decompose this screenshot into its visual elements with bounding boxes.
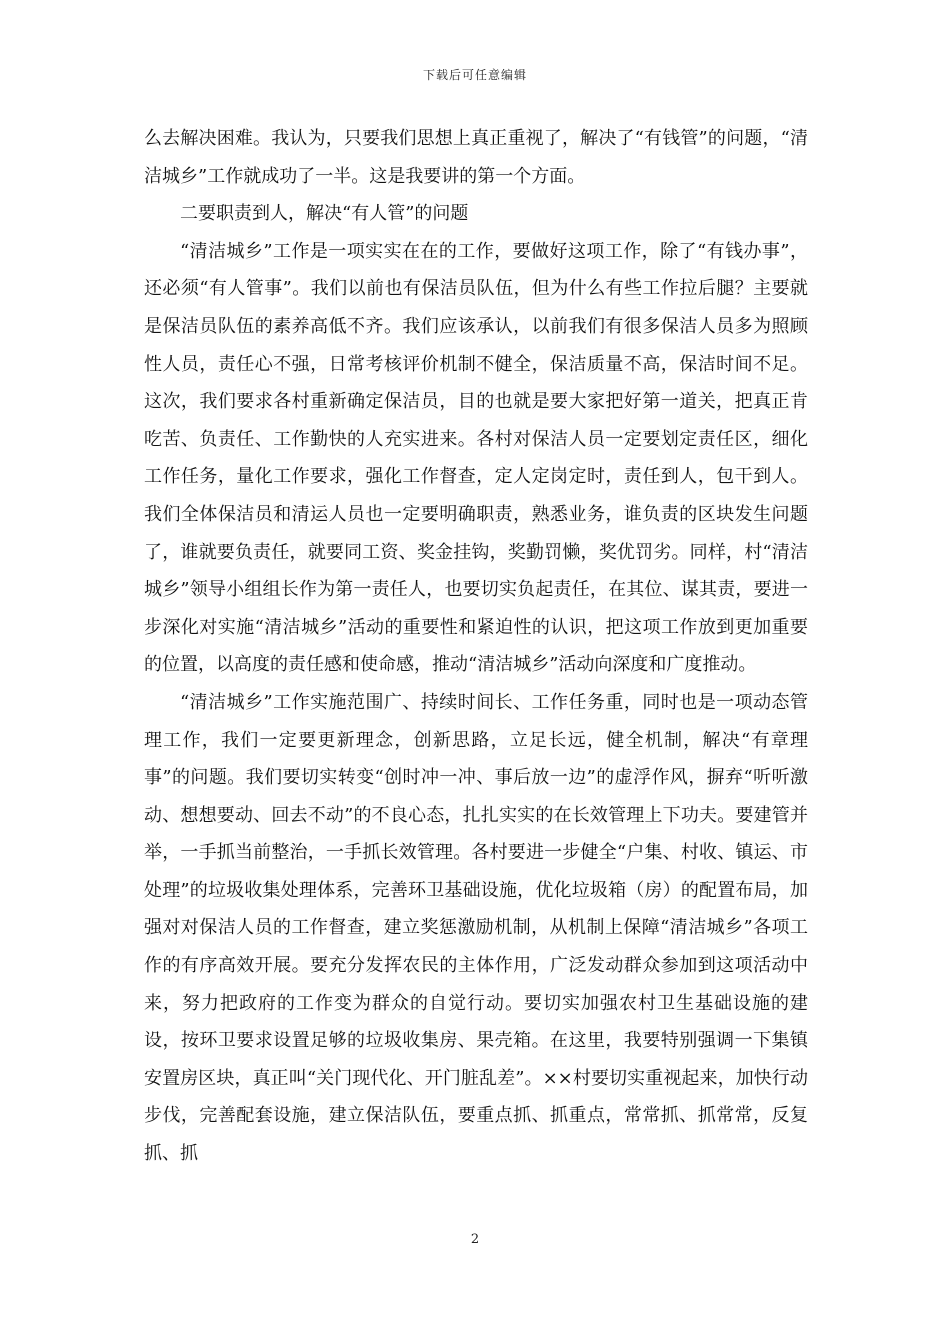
paragraph-responsibility: “清洁城乡”工作是一项实实在在的工作，要做好这项工作，除了“有钱办事”，还必须“有人管事”。我们以前也有保洁员队伍，但为什么有些工作拉后腿？主要就是保洁员队伍的素养高低不齐。我们应该承认，以前我们有很多保洁人员多为照顾性人员，责任心不强，日常考核评价机制不健全，保洁质量不高，保洁时间不足。这次，我们要求各村重新确定保洁员，目的也就是要大家把好第一道关，把真正肯吃苦、负责任、工作勤快的人充实进来。各村对保洁人员一定要划定责任区，细化工作任务，量化工作要求，强化工作督查，定人定岗定时，责任到人，包干到人。我们全体保洁员和清运人员也一定要明确职责，熟悉业务，谁负责的区块发生问题了，谁就要负责任，就要同工资、奖金挂钩，奖勤罚懒，奖优罚劣。同样，村“清洁城乡”领导小组组长作为第一责任人，也要切实负起责任，在其位、谋其责，要进一步深化对实施“清洁城乡”活动的重要性和紧迫性的认识，把这项工作放到更加重要的位置，以高度的责任感和使命感，推动“清洁城乡”活动向深度和广度推动。: [144, 240, 808, 676]
paragraph-continuation: 么去解决困难。我认为，只要我们思想上真正重视了，解决了“有钱管”的问题，“清洁城乡”工作就成功了一半。这是我要讲的第一个方面。: [144, 128, 808, 187]
section-heading: 二要职责到人，解决“有人管”的问题: [180, 203, 469, 225]
page-number: 2: [470, 1232, 480, 1247]
paragraph-mechanism: “清洁城乡”工作实施范围广、持续时间长、工作任务重，同时也是一项动态管理工作，我们一定要更新理念，创新思路，立足长远，健全机制，解决“有章理事”的问题。我们要切实转变“创时冲一冲、事后放一边”的虚浮作风，摒弃“听听激动、想想要动、回去不动”的不良心态，扎扎实实的在长效管理上下功夫。要建管并举，一手抓当前整治，一手抓长效管理。各村要进一步健全“户集、村收、镇运、市处理”的垃圾收集处理体系，完善环卫基础设施，优化垃圾箱（房）的配置布局，加强对对保洁人员的工作督查，建立奖惩激励机制，从机制上保障“清洁城乡”各项工作的有序高效开展。要充分发挥农民的主体作用，广泛发动群众参加到这项活动中来，努力把政府的工作变为群众的自觉行动。要切实加强农村卫生基础设施的建设，按环卫要求设置足够的垃圾收集房、果壳箱。在这里，我要特别强调一下集镇安置房区块，真正叫“关门现代化、开门脏乱差”。××村要切实重视起来，加快行动步伐，完善配套设施，建立保洁队伍，要重点抓、抓重点，常常抓、抓常常，反复抓、抓: [144, 691, 808, 1165]
page-header: 下载后可任意编辑: [422, 68, 527, 82]
document-body: [144, 120, 808, 1173]
